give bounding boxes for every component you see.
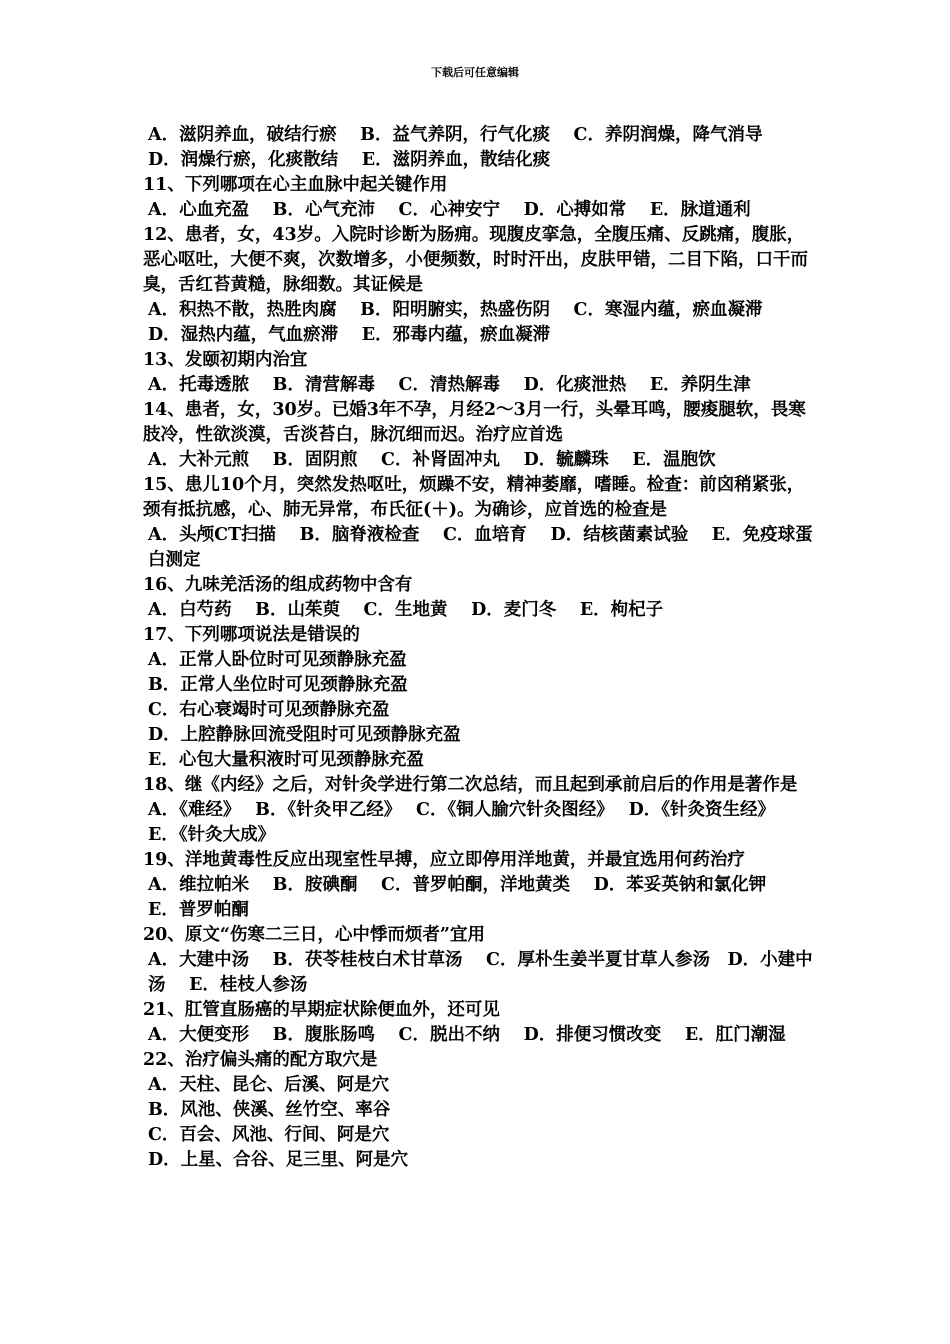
answer-options: A．大补元煎 B．固阴煎 C．补肾固冲丸 D．毓麟珠 E．温胞饮 — [148, 450, 716, 470]
answer-options: B．风池、侠溪、丝竹空、率谷 — [148, 1100, 391, 1120]
answer-options: A．维拉帕米 B．胺碘酮 C．普罗帕酮，洋地黄类 D．苯妥英钠和氯化钾 E．普罗帕酮 — [148, 875, 790, 920]
question-text: 20、原文“伤寒二三日，心中悸而烦者”宜用 — [143, 925, 485, 945]
answer-options: C．百会、风池、行间、阿是穴 — [148, 1125, 390, 1145]
answer-options: A．正常人卧位时可见颈静脉充盈 — [148, 650, 407, 670]
answer-options: D．上腔静脉回流受阻时可见颈静脉充盈 — [148, 725, 461, 745]
answer-options: A．心血充盈 B．心气充沛 C．心神安宁 D．心搏如常 E．脉道通利 — [148, 200, 751, 220]
answer-options: B．正常人坐位时可见颈静脉充盈 — [148, 675, 408, 695]
answer-options: A．《难经》 B．《针灸甲乙经》 C．《铜人腧穴针灸图经》 D．《针灸资生经》 E．《针灸大成》 — [148, 800, 790, 845]
answer-options: E．心包大量积液时可见颈静脉充盈 — [148, 750, 424, 770]
answer-options: A．白芍药 B．山茱萸 C．生地黄 D．麦门冬 E．枸杞子 — [148, 600, 664, 620]
answer-options: A．天柱、昆仑、后溪、阿是穴 — [148, 1075, 390, 1095]
question-text: 16、九味羌活汤的组成药物中含有 — [143, 575, 413, 595]
document-body — [143, 123, 815, 1173]
question-text: 18、继《内经》之后，对针灸学进行第二次总结，而且起到承前启后的作用是著作是 — [143, 775, 798, 795]
question-text: 17、下列哪项说法是错误的 — [143, 625, 360, 645]
answer-options: A．大便变形 B．腹胀肠鸣 C．脱出不纳 D．排便习惯改变 E．肛门潮湿 — [148, 1025, 786, 1045]
question-text: 13、发颐初期内治宜 — [143, 350, 308, 370]
question-text: 12、患者，女，43岁。入院时诊断为肠痈。现腹皮挛急，全腹压痛、反跳痛，腹胀，恶心呕吐，大便不爽，次数增多，小便频数，时时汗出，皮肤甲错，二目下陷，口干而臭，舌红苔黄糙，脉细数。其证候是 — [143, 225, 808, 295]
question-text: 21、肛管直肠癌的早期症状除便血外，还可见 — [143, 1000, 500, 1020]
answer-options: A．头颅CT扫描 B．脑脊液检查 C．血培育 D．结核菌素试验 E．免疫球蛋白测定 — [148, 525, 813, 570]
answer-options: A．积热不散，热胜肉腐 B．阳明腑实，热盛伤阴 C．寒湿内蕴，瘀血凝滞 D．湿热内蕴，气血瘀滞 E．邪毒内蕴，瘀血凝滞 — [148, 300, 787, 345]
answer-options: A．滋阴养血，破结行瘀 B．益气养阴，行气化痰 C．养阴润燥，降气消导 D．润燥行瘀，化痰散结 E．滋阴养血，散结化痰 — [148, 125, 787, 170]
page-header: 下载后可任意编辑 — [431, 66, 519, 79]
answer-options: C．右心衰竭时可见颈静脉充盈 — [148, 700, 390, 720]
question-text: 11、下列哪项在心主血脉中起关键作用 — [143, 175, 448, 195]
answer-options: A．大建中汤 B．茯苓桂枝白术甘草汤 C．厚朴生姜半夏甘草人参汤 D．小建中汤 E．桂枝人参汤 — [148, 950, 813, 995]
question-text: 14、患者，女，30岁。已婚3年不孕，月经2～3月一行，头晕耳鸣，腰痠腿软，畏寒肢冷，性欲淡漠，舌淡苔白，脉沉细而迟。治疗应首选 — [143, 400, 806, 445]
answer-options: A．托毒透脓 B．清营解毒 C．清热解毒 D．化痰泄热 E．养阴生津 — [148, 375, 751, 395]
answer-options: D．上星、合谷、足三里、阿是穴 — [148, 1150, 409, 1170]
question-text: 22、治疗偏头痛的配方取穴是 — [143, 1050, 378, 1070]
question-text: 15、患儿10个月，突然发热呕吐，烦躁不安，精神萎靡，嗜睡。检查：前囟稍紧张，颈有抵抗感，心、肺无异常，布氏征(＋)。为确诊，应首选的检查是 — [143, 475, 805, 520]
question-text: 19、洋地黄毒性反应出现室性早搏，应立即停用洋地黄，并最宜选用何药治疗 — [143, 850, 745, 870]
